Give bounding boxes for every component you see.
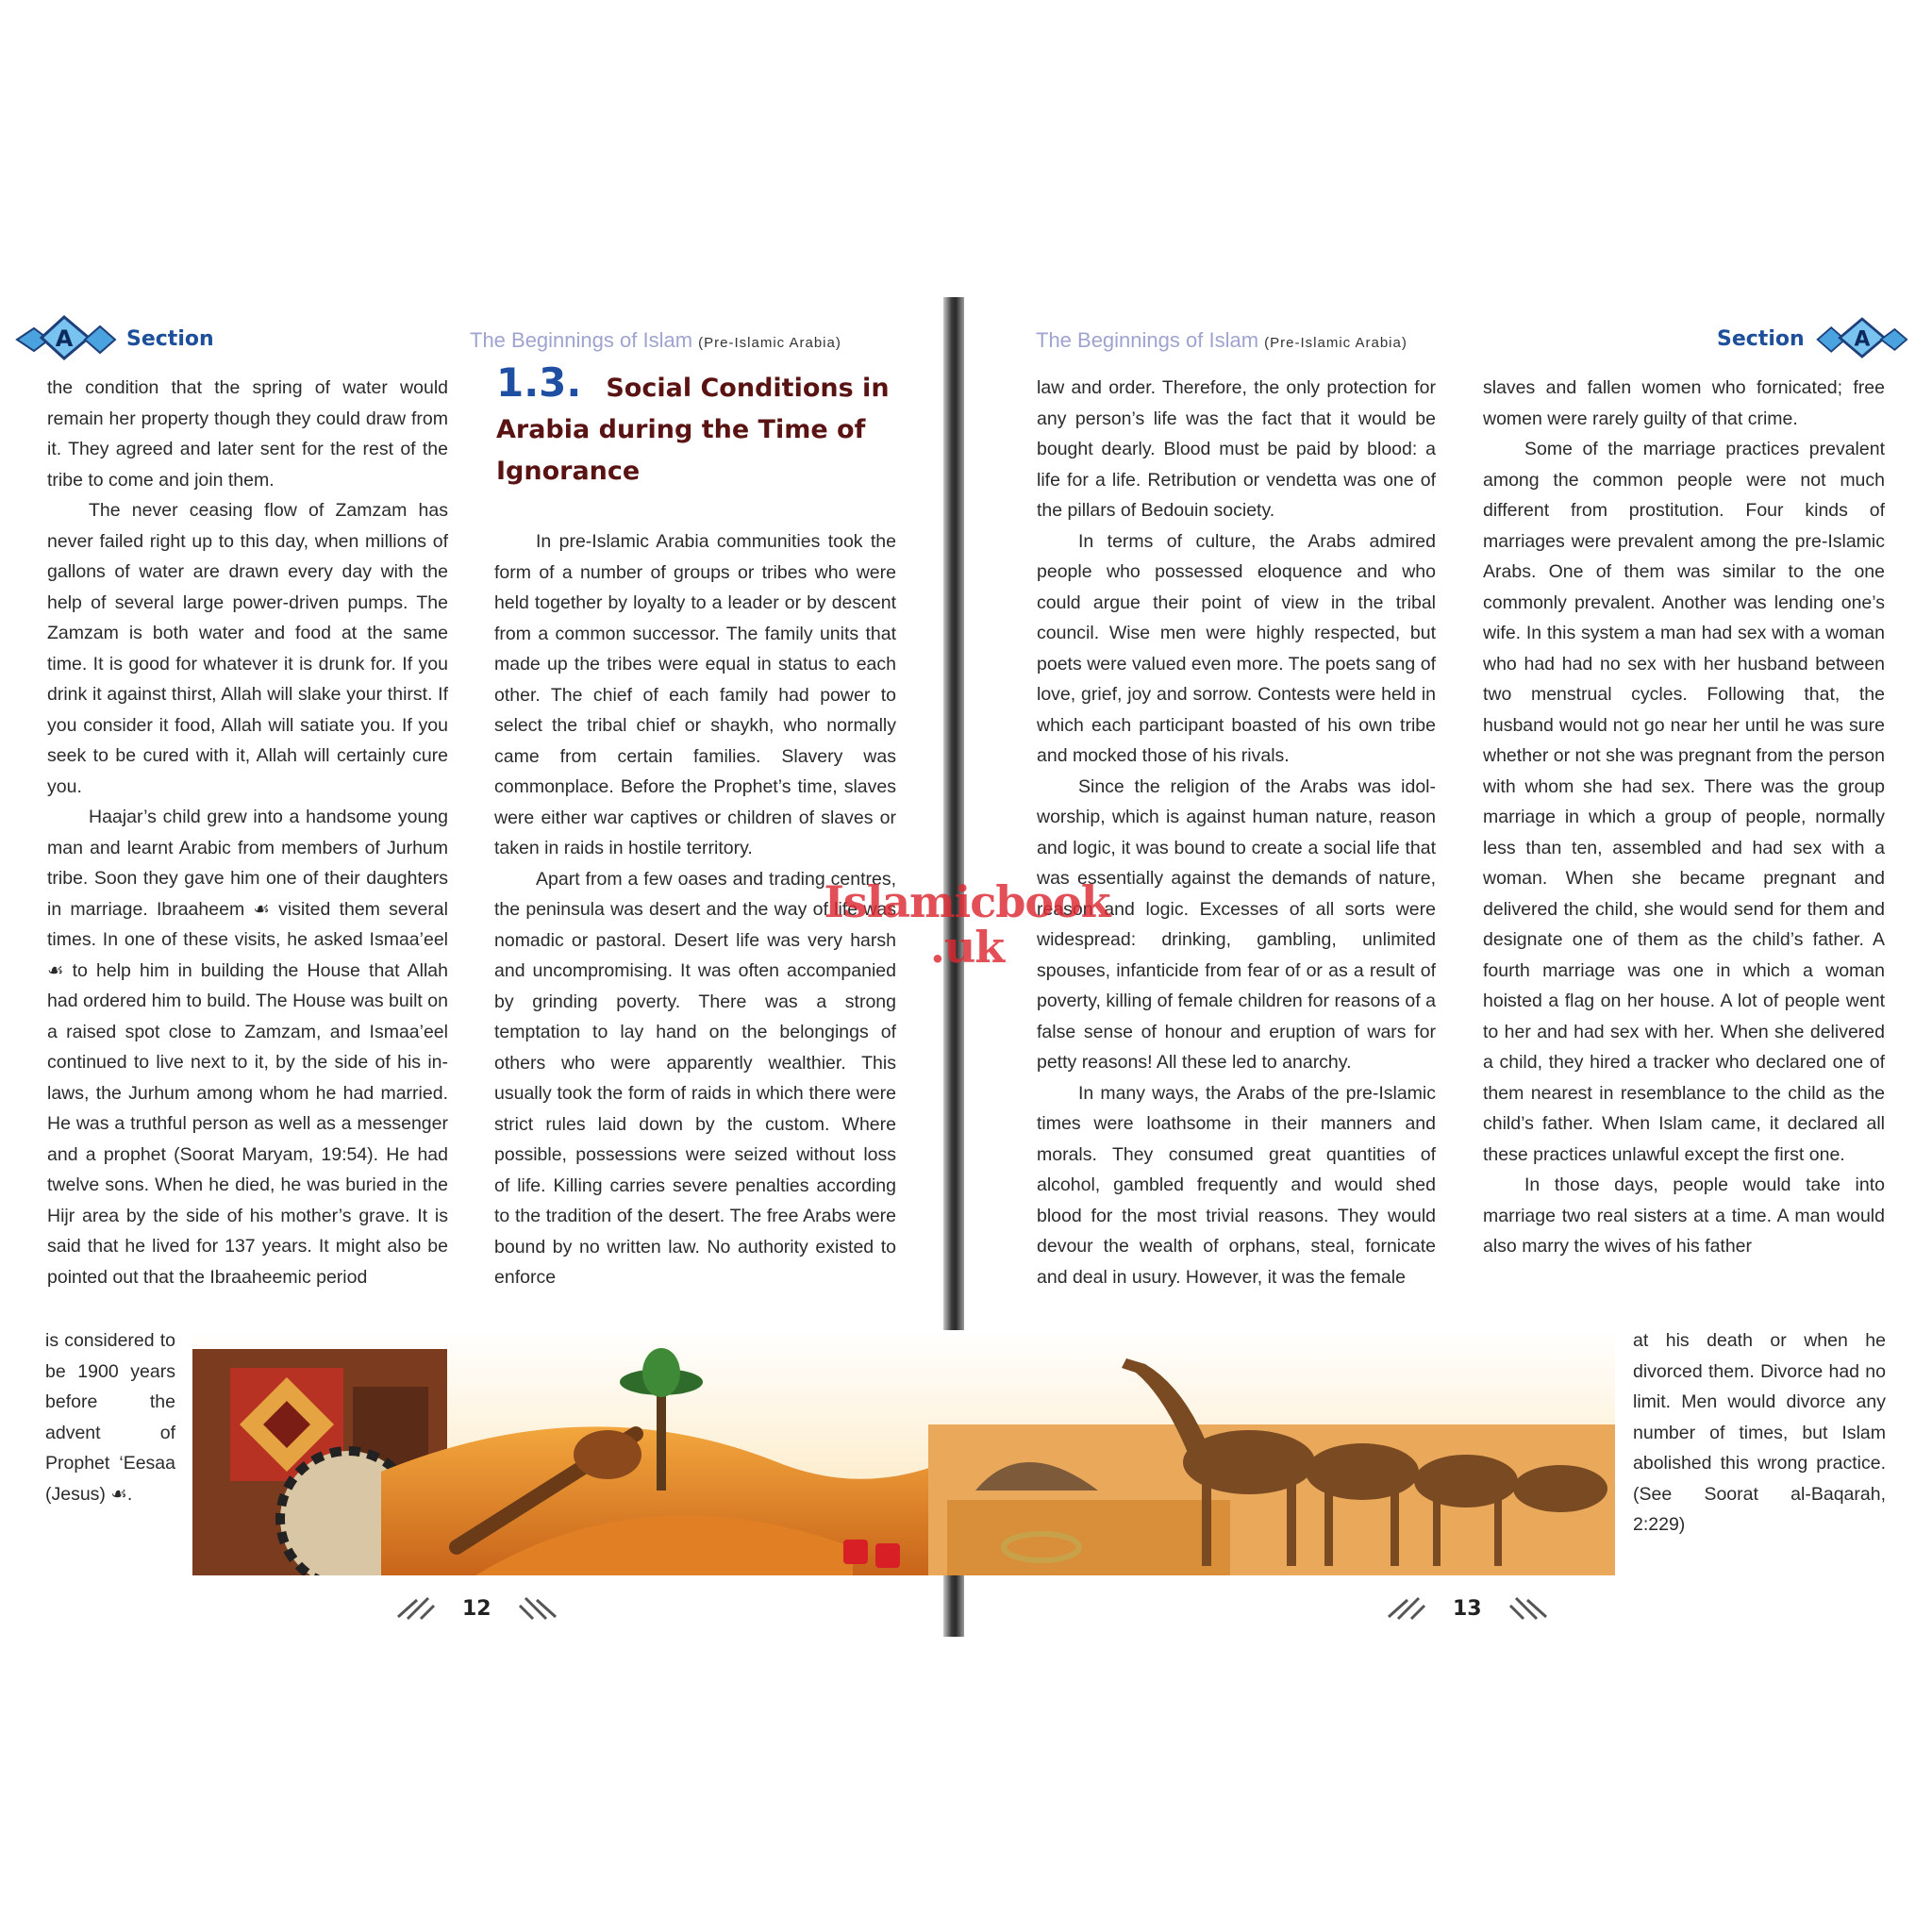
heading-number: 1.3.	[496, 359, 582, 406]
right-page-column-1	[1037, 373, 1436, 1292]
paragraph: In many ways, the Arabs of the pre-Islamic times were loathsome in their manners and morals. They consumed great quantities of alcohol, gambled frequently and would shed blood for the most trivial reasons. They would devour the wealth of orphans, steal, fornicate and deal in usury. However, it was the female	[1037, 1082, 1436, 1288]
pen-nib-ornament-icon	[1495, 1596, 1548, 1621]
running-subtitle-left: (Pre-Islamic Arabia)	[698, 335, 841, 351]
paragraph: Some of the marriage practices prevalent among the common people were not much different from prostitution. Four kinds of marriages were prevalent among the pre-Islamic Arabs. One of them was similar to the one commonly prevalent. Another was lending one’s wife. In this system a man had sex with a woman who had had no sex with her husband between two menstrual cycles. Following that, the husband would not go near her until he was sure whether or not she was pregnant from the person with whom she had sex. There was the group marriage in which a group of people, normally less than ten, assembled and had sex with a woman. When she became pregnant and delivered the child, she would send for them and designate one of them as the child’s father. A fourth marriage was one in which a woman hoisted a flag on her house. A lot of people went to her and had sex with her. When she delivered a child, they hired a tracker who declared one of them nearest in resemblance to the child as the child’s father. When Islam came, it declared all these practices unlawful except the first one.	[1483, 439, 1885, 1165]
paragraph: In terms of culture, the Arabs admired people who possessed eloquence and who could argue their point of view in the tribal council. Wise men were highly respected, but poets were valued even more. The poets sang of love, grief, joy and sorrow. Contests were held in which each participant boasted of his own tribe and mocked those of his rivals.	[1037, 530, 1436, 766]
section-label-left: Section	[126, 326, 214, 351]
right-page-column-2-tail: at his death or when he divorced them. Divorce had no limit. Men would divorce any number of times, but Islam abolished this wrong practice. (See Soorat al-Baqarah, 2:229)	[1633, 1330, 1886, 1535]
page-number-left	[396, 1596, 558, 1621]
section-tag-left	[13, 311, 214, 366]
right-page-column-2	[1483, 373, 1885, 1262]
left-page-column-1	[47, 373, 448, 1292]
paragraph: The never ceasing flow of Zamzam has never failed right up to this day, when millions of gallons of water are drawn every day with the help of several large power-driven pumps. The Zamzam is both water and food at the same time. It is good for whatever it is drunk for. If you drink it against thirst, Allah will slake your thirst. If you consider it food, Allah will satiate you. If you seek to be cured with it, Allah will certainly cure you.	[47, 500, 448, 797]
heading-title: Social Conditions in Arabia during the Time of Ignorance	[496, 374, 890, 486]
section-badge-letter: A	[55, 325, 74, 352]
watermark-line-1: Islamicbook	[824, 876, 1110, 927]
paragraph: In pre-Islamic Arabia communities took the form of a number of groups or tribes who were held together by loyalty to a leader or by descent from a common successor. The family units that made up the tribes were equal in status to each other. The chief of each family had power to select the tribal chief or shaykh, who normally came from certain families. Slavery was commonplace. Before the Prophet’s time, slaves were either war captives or children of slaves or taken in raids in hostile territory.	[494, 531, 896, 858]
paragraph: slaves and fallen women who fornicated; free women were rarely guilty of that crime.	[1483, 377, 1885, 429]
paragraph: the condition that the spring of water would remain her property though they could draw from it. They agreed and later sent for the rest of the tribe to come and join them.	[47, 377, 448, 491]
section-label-right: Section	[1717, 326, 1805, 351]
page-number-text: 12	[462, 1596, 491, 1621]
section-badge-icon	[1814, 311, 1908, 366]
running-title-right: The Beginnings of Islam	[1036, 328, 1259, 352]
desert-illustration	[192, 1330, 1615, 1575]
pen-nib-ornament-icon	[1387, 1596, 1440, 1621]
paragraph: Since the religion of the Arabs was idol-worship, which is against human nature, reason and logic, it was bound to create a social life that was essentially against the demands of nature, reason and logic. Excesses of all sorts were widespread: drinking, gambling, unlimited spouses, infanticide from fear of or as a result of poverty, killing of female children for reasons of a false sense of honour and eruption of wars for petty reasons! All these led to anarchy.	[1037, 775, 1436, 1073]
running-subtitle-right: (Pre-Islamic Arabia)	[1264, 335, 1407, 351]
paragraph: Apart from a few oases and trading centres, the peninsula was desert and the way of life was nomadic or pastoral. Desert life was very harsh and uncompromising. It was often accompanied by grinding poverty. There was a strong temptation to lay hand on the belongings of others who were apparently wealthier. This usually took the form of raids in which there were strict rules laid down by the custom. Where possible, possessions were seized without loss of life. Killing carries severe penalties according to the tradition of the desert. The free Arabs were bound by no written law. No authority existed to enforce	[494, 868, 896, 1288]
paragraph: Haajar’s child grew into a handsome young man and learnt Arabic from members of Jurhum tribe. Soon they gave him one of their daughters in marriage. Ibraaheem ☙ visited them several times. In one of these visits, he asked Ismaa’eel ☙ to help him in building the House that Allah had ordered him to build. The House was built on a raised spot close to Zamzam, and Ismaa’eel continued to live next to it, by the side of his in-laws, the Jurhum among whom he had married. He was a truthful person as well as a messenger and a prophet (Soorat Maryam, 19:54). He had twelve sons. When he died, he was buried in the Hijr area by the side of his mother’s grave. It is said that he lived for 137 years. It might also be pointed out that the Ibraaheemic period	[47, 807, 448, 1288]
chapter-heading	[496, 359, 896, 492]
left-page-column-1-tail: is considered to be 1900 years before the advent of Prophet ‘Eesaa (Jesus) ☙.	[45, 1330, 175, 1505]
page-number-right	[1387, 1596, 1548, 1621]
section-badge-icon	[13, 311, 117, 366]
running-head-right	[1036, 328, 1407, 353]
section-badge-letter: A	[1854, 327, 1870, 352]
pen-nib-ornament-icon	[505, 1596, 558, 1621]
running-head-left	[470, 328, 841, 353]
running-title-left: The Beginnings of Islam	[470, 328, 693, 352]
watermark	[797, 876, 1137, 973]
watermark-line-2: .uk	[929, 922, 1005, 973]
pen-nib-ornament-icon	[396, 1596, 449, 1621]
section-tag-right	[1717, 311, 1908, 366]
paragraph: In those days, people would take into marriage two real sisters at a time. A man would also marry the wives of his father	[1483, 1174, 1885, 1257]
paragraph: law and order. Therefore, the only protection for any person’s life was the fact that it would be bought dearly. Blood must be paid by blood: a life for a life. Retribution or vendetta was one of the pillars of Bedouin society.	[1037, 377, 1436, 521]
book-spread	[0, 283, 1932, 1651]
page-number-text: 13	[1453, 1596, 1482, 1621]
